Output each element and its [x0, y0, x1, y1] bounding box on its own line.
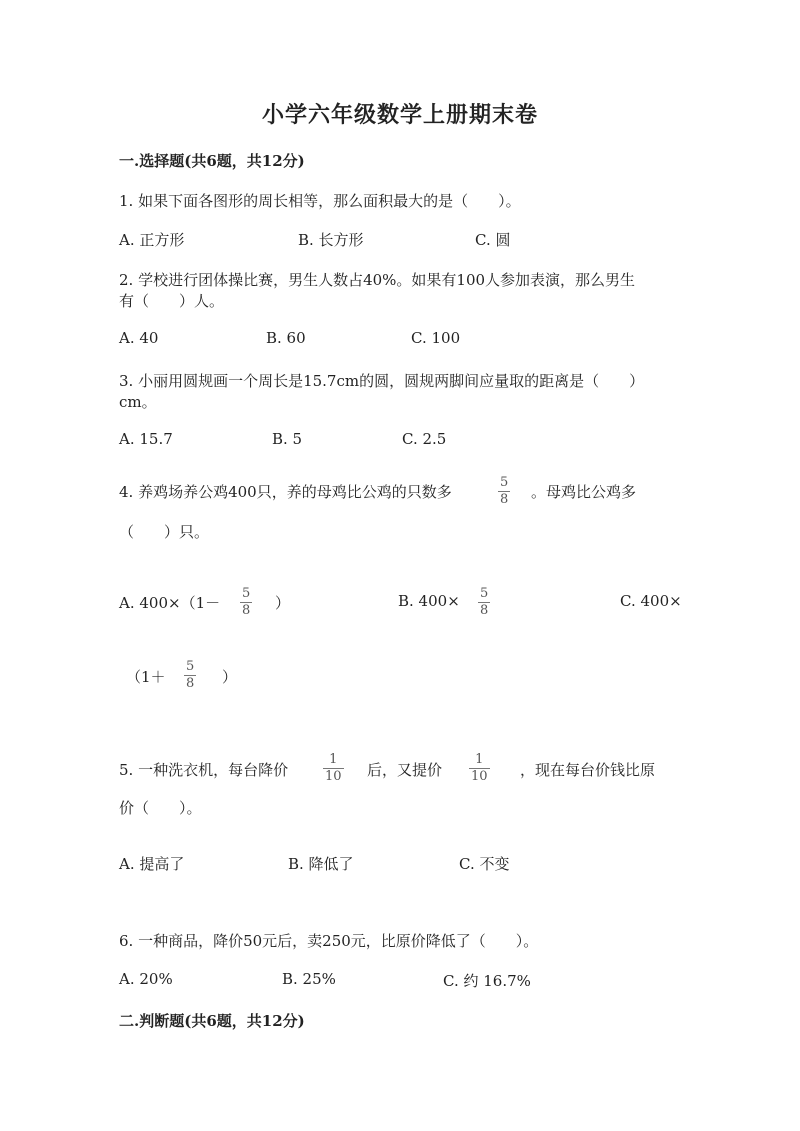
question-6-option-a: A. 20%	[119, 970, 173, 988]
fraction-numerator: 5	[242, 586, 251, 601]
question-4-option-c-pre: C. 400×	[620, 592, 682, 610]
question-4-stem-post: 。母鸡比公鸡多	[531, 483, 637, 501]
question-2-option-a: A. 40	[119, 329, 159, 347]
question-4-stem-pre: 4. 养鸡场养公鸡400只，养的母鸡比公鸡的只数多	[119, 483, 452, 501]
question-5-option-a: A. 提高了	[119, 855, 185, 873]
question-1-option-a: A. 正方形	[119, 231, 185, 249]
fraction-denominator: 8	[500, 492, 509, 507]
question-3-option-b: B. 5	[272, 430, 303, 448]
question-2-stem-line1: 2. 学校进行团体操比赛，男生人数占40%。如果有100人参加表演，那么男生	[119, 271, 636, 289]
question-6-option-b: B. 25%	[282, 970, 336, 988]
question-6-option-c: C. 约 16.7%	[443, 972, 531, 990]
question-3-stem-line1: 3. 小丽用圆规画一个周长是15.7cm的圆，圆规两脚间应量取的距离是（ ）	[119, 372, 645, 390]
question-4-option-a-post: ）	[275, 594, 291, 612]
question-5-fraction-1	[323, 753, 344, 784]
fraction-numerator: 5	[186, 659, 195, 674]
page-title: 小学六年级数学上册期末卷	[261, 102, 538, 128]
question-4-option-a-pre: A. 400×（1－	[119, 594, 221, 612]
fraction-denominator: 8	[480, 603, 489, 618]
fraction-numerator: 5	[480, 586, 489, 601]
question-4-option-c-fraction	[184, 660, 196, 691]
section-heading-choice: 一.选择题(共6题，共12分)	[119, 152, 305, 170]
question-4-option-a-fraction	[240, 587, 252, 618]
question-4-option-c-line2-post: ）	[222, 668, 238, 686]
question-2-option-b: B. 60	[266, 329, 306, 347]
question-3-stem-line2: cm。	[119, 393, 157, 411]
question-5-option-b: B. 降低了	[288, 855, 354, 873]
question-5-stem-pre: 5. 一种洗衣机，每台降价	[119, 761, 289, 779]
question-6-stem: 6. 一种商品，降价50元后，卖250元，比原价降低了（ ）。	[119, 932, 539, 950]
fraction-denominator: 10	[471, 769, 488, 784]
fraction-numerator: 1	[329, 752, 338, 767]
question-5-stem-line2: 价（ ）。	[119, 799, 202, 817]
question-5-stem-post: ，现在每台价钱比原	[520, 761, 656, 779]
question-4-fraction	[498, 476, 510, 507]
section-heading-judgement: 二.判断题(共6题，共12分)	[119, 1012, 305, 1030]
question-4-option-c-line2-pre: （1＋	[126, 668, 166, 686]
question-5-fraction-2	[469, 753, 490, 784]
question-4-stem-line2: （ ）只。	[119, 523, 210, 541]
fraction-numerator: 5	[500, 475, 509, 490]
question-2-option-c: C. 100	[411, 329, 461, 347]
question-2-stem-line2: 有（ ）人。	[119, 292, 225, 310]
fraction-denominator: 8	[186, 676, 195, 691]
question-4-option-b-fraction	[478, 587, 490, 618]
question-1-stem: 1. 如果下面各图形的周长相等，那么面积最大的是（ ）。	[119, 192, 521, 210]
question-5-stem-mid: 后，又提价	[367, 761, 443, 779]
question-1-option-c: C. 圆	[475, 231, 511, 249]
question-3-option-a: A. 15.7	[119, 430, 173, 448]
question-1-option-b: B. 长方形	[298, 231, 364, 249]
question-5-option-c: C. 不变	[459, 855, 510, 873]
fraction-denominator: 10	[325, 769, 342, 784]
fraction-denominator: 8	[242, 603, 251, 618]
question-4-option-b-pre: B. 400×	[398, 592, 460, 610]
question-3-option-c: C. 2.5	[402, 430, 447, 448]
fraction-numerator: 1	[475, 752, 484, 767]
